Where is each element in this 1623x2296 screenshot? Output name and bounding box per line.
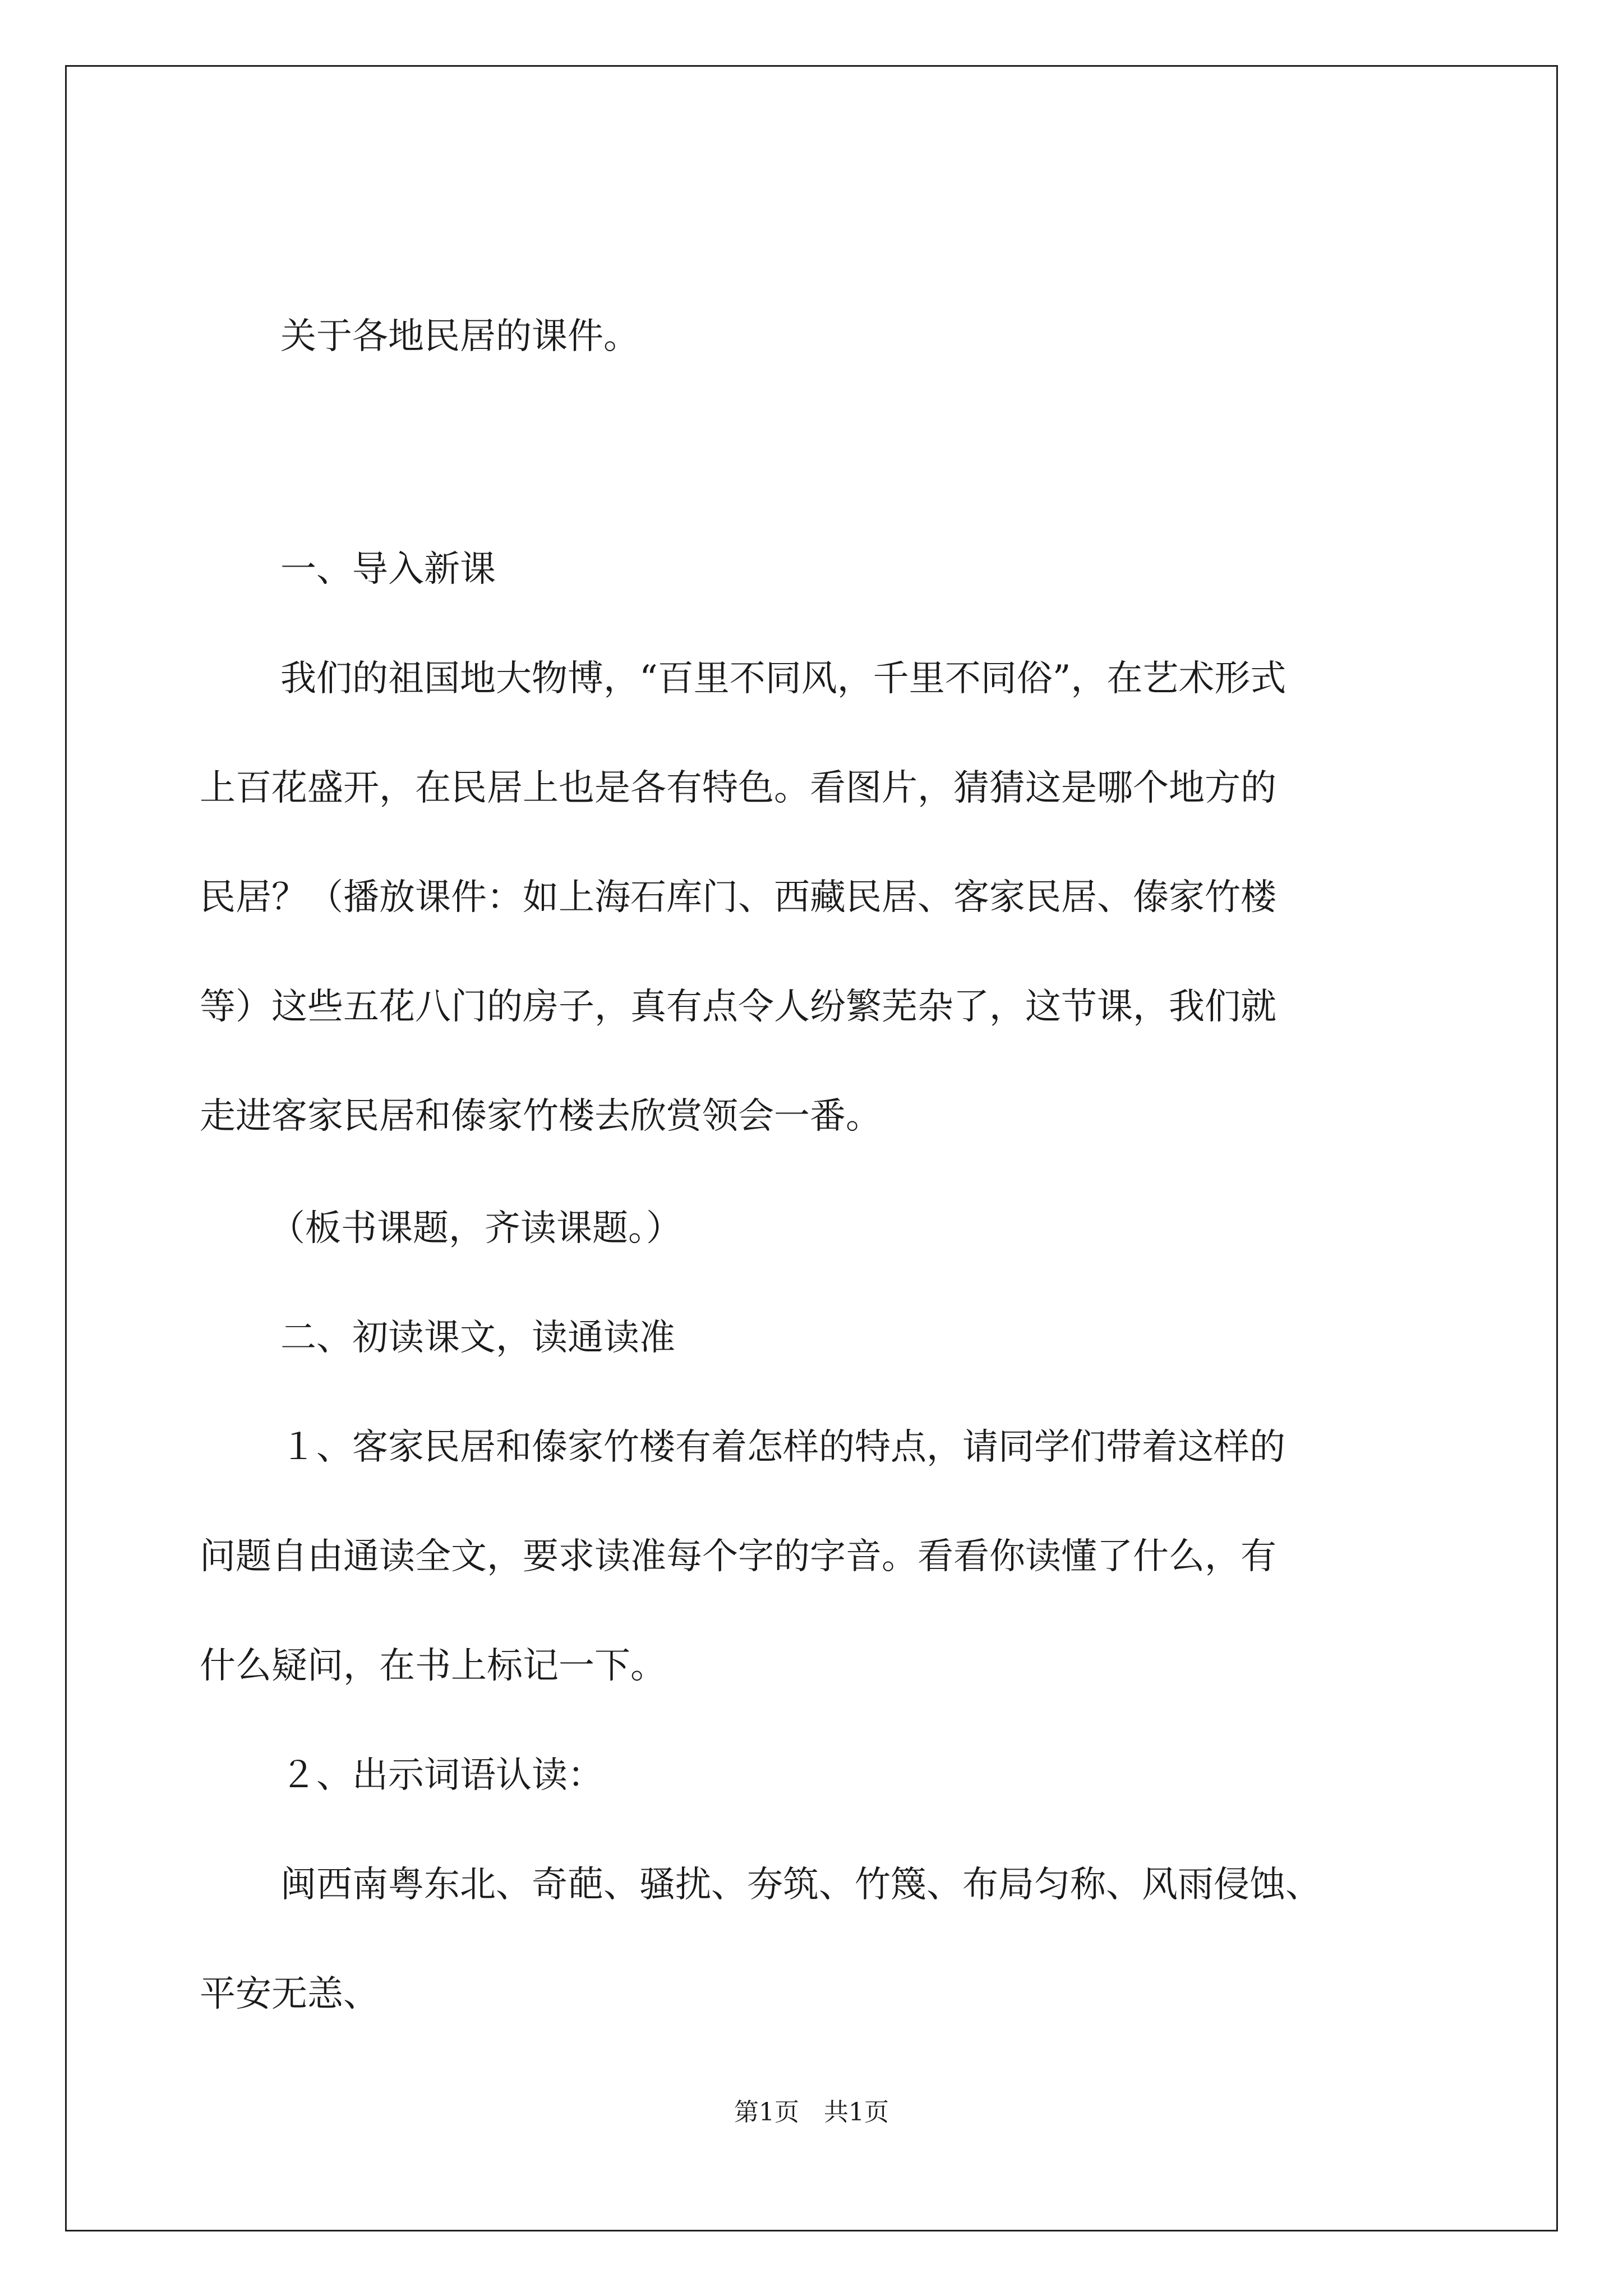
paragraph-line: 什么疑问，在书上标记一下。 (200, 1645, 666, 1687)
intro-line: 关于各地民居的课件。 (280, 316, 639, 357)
page-footer: 第1页 共1页 (734, 2098, 889, 2127)
paragraph-line: 民居？（播放课件：如上海石库门、西藏民居、客家民居、傣家竹楼 (200, 877, 1276, 918)
board-note-line: （板书课题，齐读课题。） (269, 1208, 682, 1249)
word-list-line: 平安无恙、 (200, 1973, 379, 2015)
paragraph-line: １、客家民居和傣家竹楼有着怎样的特点，请同学们带着这样的 (280, 1427, 1285, 1468)
word-list-line: 闽西南粤东北、奇葩、骚扰、夯筑、竹篾、布局匀称、风雨侵蚀、 (280, 1864, 1321, 1906)
paragraph-line: 上百花盛开，在民居上也是各有特色。看图片，猜猜这是哪个地方的 (200, 767, 1276, 809)
list-item-line: ２、出示词语认读： (280, 1755, 603, 1796)
section-heading-import: 一、导入新课 (280, 549, 496, 590)
section-heading-reading: 二、初读课文，读通读准 (280, 1317, 675, 1359)
paragraph-line: 问题自由通读全文，要求读准每个字的字音。看看你读懂了什么，有 (200, 1536, 1276, 1577)
paragraph-line: 等）这些五花八门的房子，真有点令人纷繁芜杂了，这节课，我们就 (200, 986, 1276, 1028)
paragraph-line: 我们的祖国地大物博，“百里不同风，千里不同俗”，在艺术形式 (280, 658, 1287, 700)
paragraph-line: 走进客家民居和傣家竹楼去欣赏领会一番。 (200, 1096, 882, 1137)
